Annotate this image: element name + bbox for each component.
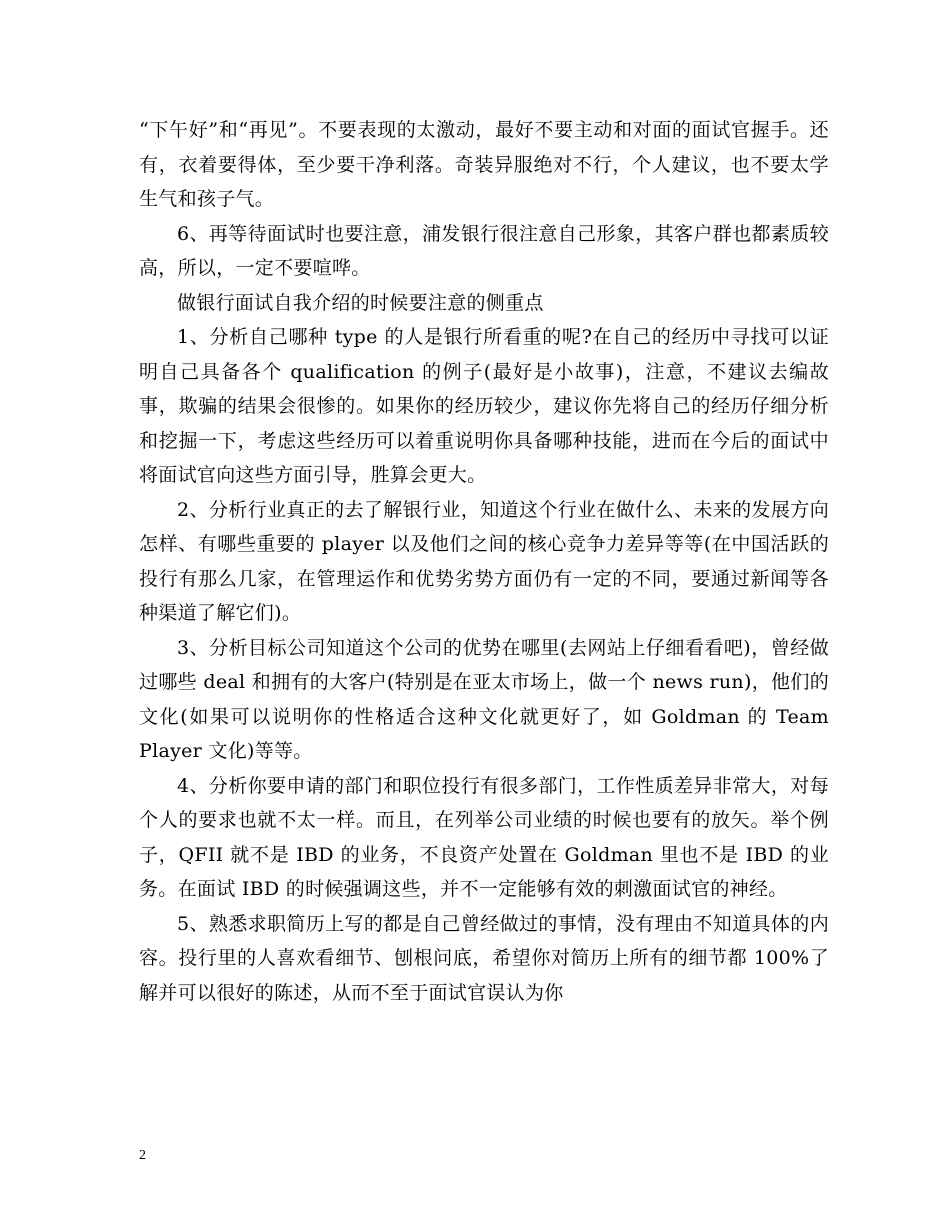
paragraph-2: 6、再等待面试时也要注意，浦发银行很注意自己形象，其客户群也都素质较高，所以，一定不要喧哗。 [139, 222, 829, 279]
paragraph-4: 2、分析行业真正的去了解银行业，知道这个行业在做什么、未来的发展方向怎样、有哪些重要的 player 以及他们之间的核心竞争力差异等等(在中国活跃的投行有那么几家，在管理运作和优势劣势方面仍有一定的不同，要通过新闻等各种渠道了解它们)。 [139, 498, 829, 624]
paragraph-7: 5、熟悉求职简历上写的都是自己曾经做过的事情，没有理由不知道具体的内容。投行里的人喜欢看细节、刨根问底，希望你对简历上所有的细节都 100%了解并可以很好的陈述，从而不至于面试官误认为你 [139, 912, 829, 1004]
section-heading: 做银行面试自我介绍的时候要注意的侧重点 [177, 291, 544, 314]
paragraph-5: 3、分析目标公司知道这个公司的优势在哪里(去网站上仔细看看吧)，曾经做过哪些 deal 和拥有的大客户(特别是在亚太市场上，做一个 news run)，他们的文化(如果可以说明你的性格适合这种文化就更好了，如 Goldman 的 Team Player 文化)等等。 [139, 636, 829, 762]
page-number: 2 [139, 1148, 146, 1163]
paragraph-6: 4、分析你要申请的部门和职位投行有很多部门，工作性质差异非常大，对每个人的要求也就不太一样。而且，在列举公司业绩的时候也要有的放矢。举个例子，QFII 就不是 IBD 的业务，不良资产处置在 Goldman 里也不是 IBD 的业务。在面试 IBD 的时候强调这些，并不一定能够有效的刺激面试官的神经。 [139, 774, 829, 900]
document-body [139, 113, 829, 1010]
paragraph-3: 1、分析自己哪种 type 的人是银行所看重的呢?在自己的经历中寻找可以证明自己具备各个 qualification 的例子(最好是小故事)，注意，不建议去编故事，欺骗的结果会很惨的。如果你的经历较少，建议你先将自己的经历仔细分析和挖掘一下，考虑这些经历可以着重说明你具备哪种技能，进而在今后的面试中将面试官向这些方面引导，胜算会更大。 [139, 326, 829, 486]
paragraph-1: “下午好”和“再见”。不要表现的太激动，最好不要主动和对面的面试官握手。还有，衣着要得体，至少要干净利落。奇装异服绝对不行，个人建议，也不要太学生气和孩子气。 [139, 119, 829, 210]
